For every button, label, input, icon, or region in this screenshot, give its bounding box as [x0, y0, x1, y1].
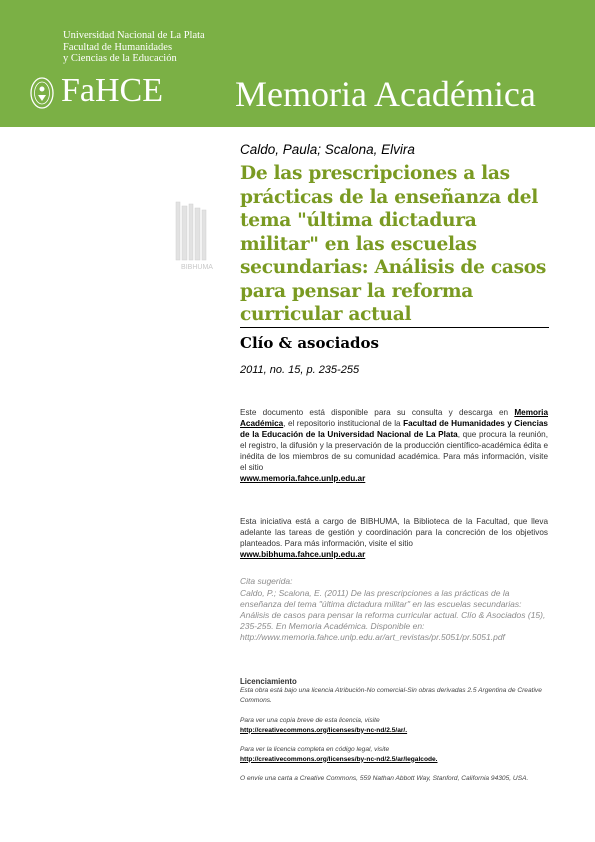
notice-intro: Este documento está disponible para su consulta y descarga en — [240, 408, 515, 417]
license-legal-link[interactable]: http://creativecommons.org/licenses/by-nc-nd/2.5/ar/legalcode. — [240, 755, 438, 763]
article-title: De las prescripciones a las prácticas de la enseñanza del tema "última dictadura militar" en las escuelas secundarias: Análisis de casos para pensar la reforma curricular actual — [240, 163, 547, 325]
bibhuma-notice — [240, 516, 548, 560]
article-authors: Caldo, Paula; Scalona, Elvira — [240, 142, 415, 157]
bibhuma-label: BIBHUMA — [181, 264, 213, 271]
journal-volume: 2011, no. 15, p. 235-255 — [240, 364, 360, 376]
citation-block — [240, 588, 552, 643]
license-statement: Esta obra está bajo una licencia Atribución-No comercial-Sin obras derivadas 2.5 Argentina de Creative Commons. — [240, 687, 542, 704]
license-legal-block — [240, 745, 550, 764]
repository-notice — [240, 407, 548, 484]
faculty-name-line1: Facultad de Humanidades — [63, 42, 173, 53]
journal-name: Clío & asociados — [240, 334, 379, 352]
faculty-name-line2: y Ciencias de la Educación — [63, 53, 177, 64]
notice-rest: , que procura la reunión, el registro, la difusión y la preservación de la producción científico-académica édita e inédita de los miembros de su comunidad académica. Para más información, visite el sitio — [240, 430, 548, 472]
license-legal-text: Para ver la licencia completa en código legal, visite — [240, 746, 390, 753]
university-name: Universidad Nacional de La Plata — [63, 30, 205, 41]
citation-heading: Cita sugerida: — [240, 576, 293, 586]
citation-url-link[interactable]: http://www.memoria.fahce.unlp.edu.ar/art_revistas/pr.5051/pr.5051.pdf — [240, 632, 505, 642]
bibhuma-notice-text: Esta iniciativa está a cargo de BIBHUMA, la Biblioteca de la Facultad, que lleva adelante las tareas de gestión y coordinación para la concreción de los objetivos planteados. Para más información, visite el sitio — [240, 517, 548, 548]
title-divider — [240, 327, 549, 328]
bibhuma-url-link[interactable]: www.bibhuma.fahce.unlp.edu.ar — [240, 550, 366, 559]
license-short-block — [240, 716, 550, 735]
license-short-link[interactable]: http://creativecommons.org/licenses/by-nc-nd/2.5/ar/. — [240, 726, 408, 734]
license-address: O envíe una carta a Creative Commons, 559 Nathan Abbott Way, Stanford, California 94305, USA. — [240, 775, 529, 782]
fahce-logo-text: FaHCE — [61, 72, 163, 109]
university-seal-icon — [29, 76, 55, 110]
license-heading: Licenciamiento — [240, 677, 297, 686]
memoria-academica-link[interactable]: Memoria Académica — [240, 408, 548, 428]
header-banner — [0, 0, 595, 127]
repository-name: Memoria Académica — [235, 74, 536, 114]
license-short-text: Para ver una copia breve de esta licencia, visite — [240, 717, 380, 724]
faculty-full-name: Facultad de Humanidades y Ciencias de la Educación de la Universidad Nacional de La Plata — [240, 419, 548, 439]
notice-mid: , el repositorio institucional de la — [283, 419, 404, 428]
books-icon — [176, 202, 206, 260]
citation-text: Caldo, P.; Scalona, E. (2011) De las prescripciones a las prácticas de la enseñanza del tema "última dictadura militar" en las escuelas secundarias: Análisis de casos para pensar la reforma curricular actual. Clío & Asociados (15), 235-255. En Memoria Académica. Disponible en: — [240, 588, 546, 631]
memoria-url-link[interactable]: www.memoria.fahce.unlp.edu.ar — [240, 474, 366, 483]
bibhuma-logo — [168, 200, 226, 272]
